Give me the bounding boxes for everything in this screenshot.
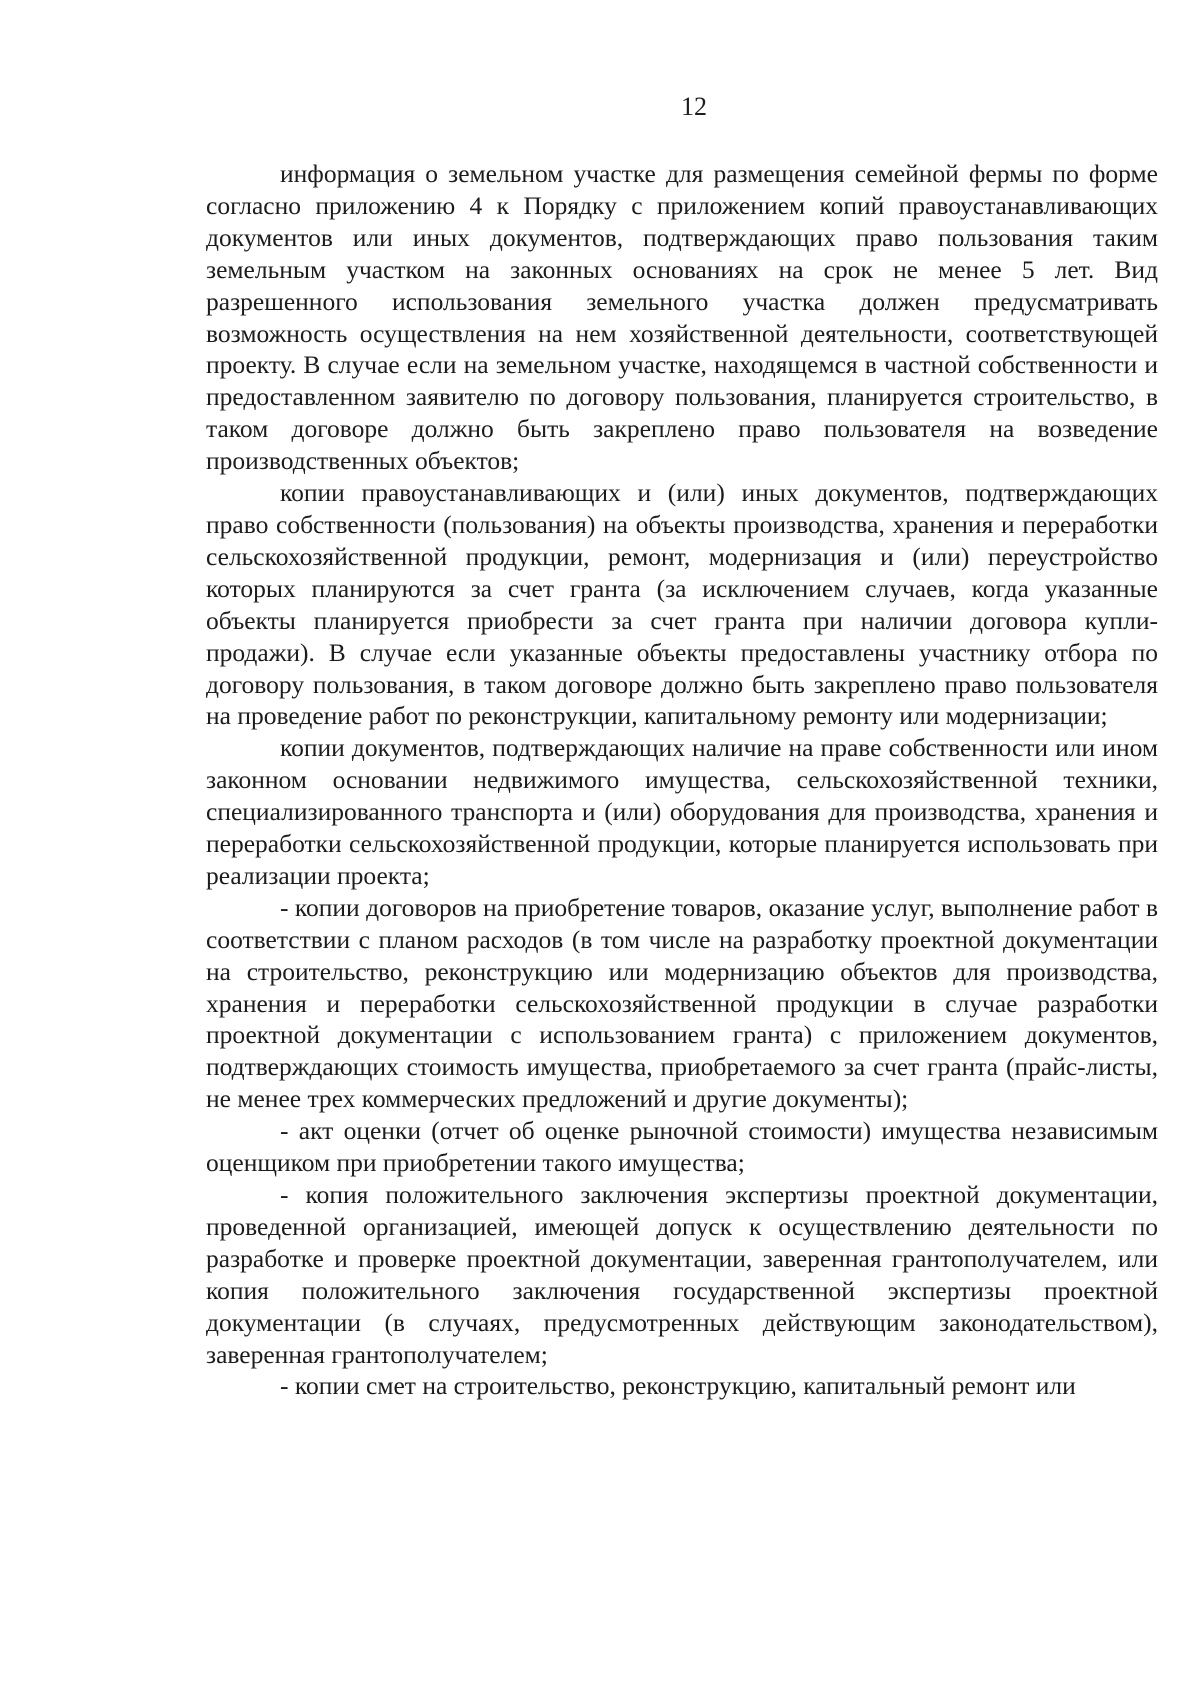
paragraph-title-documents: копии правоустанавливающих и (или) иных документов, подтверждающих право собственности (пользования) на объекты производства, хранения и переработки сельскохозяйственной продукции, ремонт, модернизация и (или) переустройство которых планируются за счет гранта (за исключением случаев, когда указанные объекты планируется приобрести за счет гранта при наличии договора купли-продажи). В случае если указанные объекты предоставлены участнику отбора по договору пользования, в таком договоре должно быть закреплено право пользователя на проведение работ по реконструкции, капитальному ремонту или модернизации; — [206, 478, 1158, 731]
paragraph-estimates: - копии смет на строительство, реконструкцию, капитальный ремонт или — [280, 1371, 1076, 1401]
paragraph-property-documents: копии документов, подтверждающих наличие на праве собственности или ином законном основании недвижимого имущества, сельскохозяйственной техники, специализированного транспорта и (или) оборудования для производства, хранения и переработки сельскохозяйственной продукции, которые планируется использовать при реализации проекта; — [206, 733, 1158, 890]
paragraph-land-plot-info: информация о земельном участке для размещения семейной фермы по форме согласно приложению 4 к Порядку с приложением копий правоустанавливающих документов или иных документов, подтверждающих право пользования таким земельным участком на законных основаниях на срок не менее 5 лет. Вид разрешенного использования земельного участка должен предусматривать возможность осуществления на нем хозяйственной деятельности, соответствующей проекту. В случае если на земельном участке, находящемся в частной собственности и предоставленном заявителю по договору пользования, планируется строительство, в таком договоре должно быть закреплено право пользователя на возведение производственных объектов; — [206, 159, 1158, 476]
document-body — [206, 158, 1158, 1402]
paragraph-purchase-contracts: - копии договоров на приобретение товаров, оказание услуг, выполнение работ в соответствии с планом расходов (в том числе на разработку проектной документации на строительство, реконструкцию или модернизацию объектов для производства, хранения и переработки сельскохозяйственной продукции в случае разработки проектной документации с использованием гранта) с приложением документов, подтверждающих стоимость имущества, приобретаемого за счет гранта (прайс-листы, не менее трех коммерческих предложений и другие документы); — [206, 892, 1158, 1114]
paragraph-expertise-conclusion: - копия положительного заключения экспертизы проектной документации, проведенной организацией, имеющей допуск к осуществлению деятельности по разработке и проверке проектной документации, заверенная грантополучателем, или копия положительного заключения государственной экспертизы проектной документации (в случаях, предусмотренных действующим законодательством), заверенная грантополучателем; — [206, 1180, 1158, 1369]
page-number: 12 — [681, 92, 707, 121]
paragraph-valuation-act: - акт оценки (отчет об оценке рыночной стоимости) имущества независимым оценщиком при приобретении такого имущества; — [206, 1116, 1158, 1178]
